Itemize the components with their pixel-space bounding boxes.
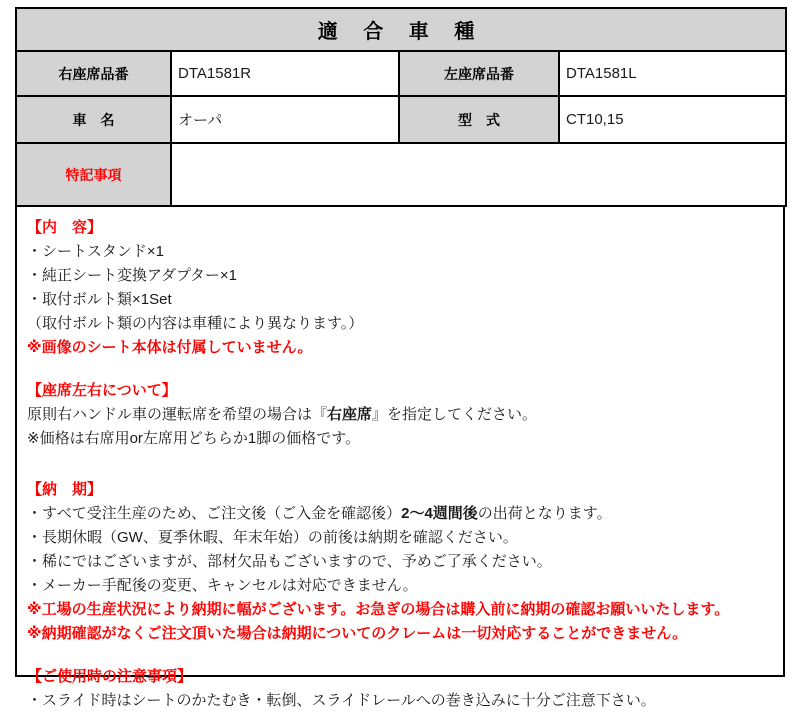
- special-notes-label: 特記事項: [16, 143, 171, 206]
- car-name-value: オーパ: [171, 96, 399, 143]
- delivery-item-cancel: ・メーカー手配後の変更、キャンセルは対応できません。: [27, 577, 418, 594]
- contents-item-bolts-note: （取付ボルト類の内容は車種により異なります。）: [27, 315, 364, 332]
- seat-side-price-note: ※価格は右席用or左席用どちらか1脚の価格です。: [27, 430, 361, 447]
- contents-item-seat-stand: ・シートスタンド×1: [27, 243, 164, 260]
- section-seat-side-heading: 【座席左右について】: [27, 382, 177, 399]
- info-box: [15, 207, 785, 709]
- contents-warning: ※画像のシート本体は付属していません。: [27, 339, 313, 356]
- vehicle-compatibility-table: [15, 7, 787, 207]
- delivery-item-shortage: ・稀にではございますが、部材欠品もございますので、予めご了承ください。: [27, 553, 552, 570]
- delivery-warning-claims: ※納期確認がなくご注文頂いた場合は納期についてのクレームは一切対応することができません。: [27, 625, 688, 642]
- car-name-model-row: [16, 96, 786, 143]
- right-part-number: DTA1581R: [171, 51, 399, 96]
- delivery-leadtime-pre: ・すべて受注生産のため、ご注文後（ご入金を確認後）: [27, 505, 402, 522]
- left-part-label: 左座席品番: [399, 51, 559, 96]
- seat-side-note: [27, 403, 773, 427]
- section-contents-heading: 【内 容】: [27, 219, 103, 236]
- section-contents: [27, 215, 773, 360]
- part-number-row: [16, 51, 786, 96]
- seat-side-note-post: 』を指定してください。: [372, 406, 538, 423]
- section-delivery-heading: 【納 期】: [27, 481, 103, 498]
- seat-side-note-bold: 右座席: [327, 406, 373, 423]
- section-usage-heading: 【ご使用時の注意事項】: [27, 668, 193, 685]
- usage-item-slide-caution: ・スライド時はシートのかたむき・転倒、スライドレールへの巻き込みに十分ご注意下さい。: [27, 692, 656, 709]
- car-name-label: 車 名: [16, 96, 171, 143]
- special-notes-value: [171, 143, 786, 206]
- seat-side-note-pre: 原則右ハンドル車の運転席を希望の場合は『: [27, 406, 328, 423]
- table-title-row: [16, 8, 786, 51]
- delivery-item-leadtime: [27, 502, 773, 526]
- special-notes-row: [16, 143, 786, 206]
- delivery-leadtime-post: の出荷となります。: [477, 505, 612, 522]
- delivery-leadtime-bold: 2～4週間後: [401, 505, 478, 522]
- left-part-number: DTA1581L: [559, 51, 786, 96]
- model-code-value: CT10,15: [559, 96, 786, 143]
- contents-item-bolts: ・取付ボルト類×1Set: [27, 291, 172, 308]
- contents-item-adapter: ・純正シート変換アダプター×1: [27, 267, 238, 284]
- section-usage: [27, 664, 773, 713]
- delivery-item-holidays: ・長期休暇（GW、夏季休暇、年末年始）の前後は納期を確認ください。: [27, 529, 518, 546]
- section-delivery: [27, 477, 773, 646]
- table-title: 適 合 車 種: [16, 8, 786, 51]
- delivery-warning-factory: ※工場の生産状況により納期に幅がございます。お急ぎの場合は購入前に納期の確認お願いいたします。: [27, 601, 730, 618]
- model-label: 型 式: [399, 96, 559, 143]
- right-part-label: 右座席品番: [16, 51, 171, 96]
- section-seat-side: [27, 378, 773, 451]
